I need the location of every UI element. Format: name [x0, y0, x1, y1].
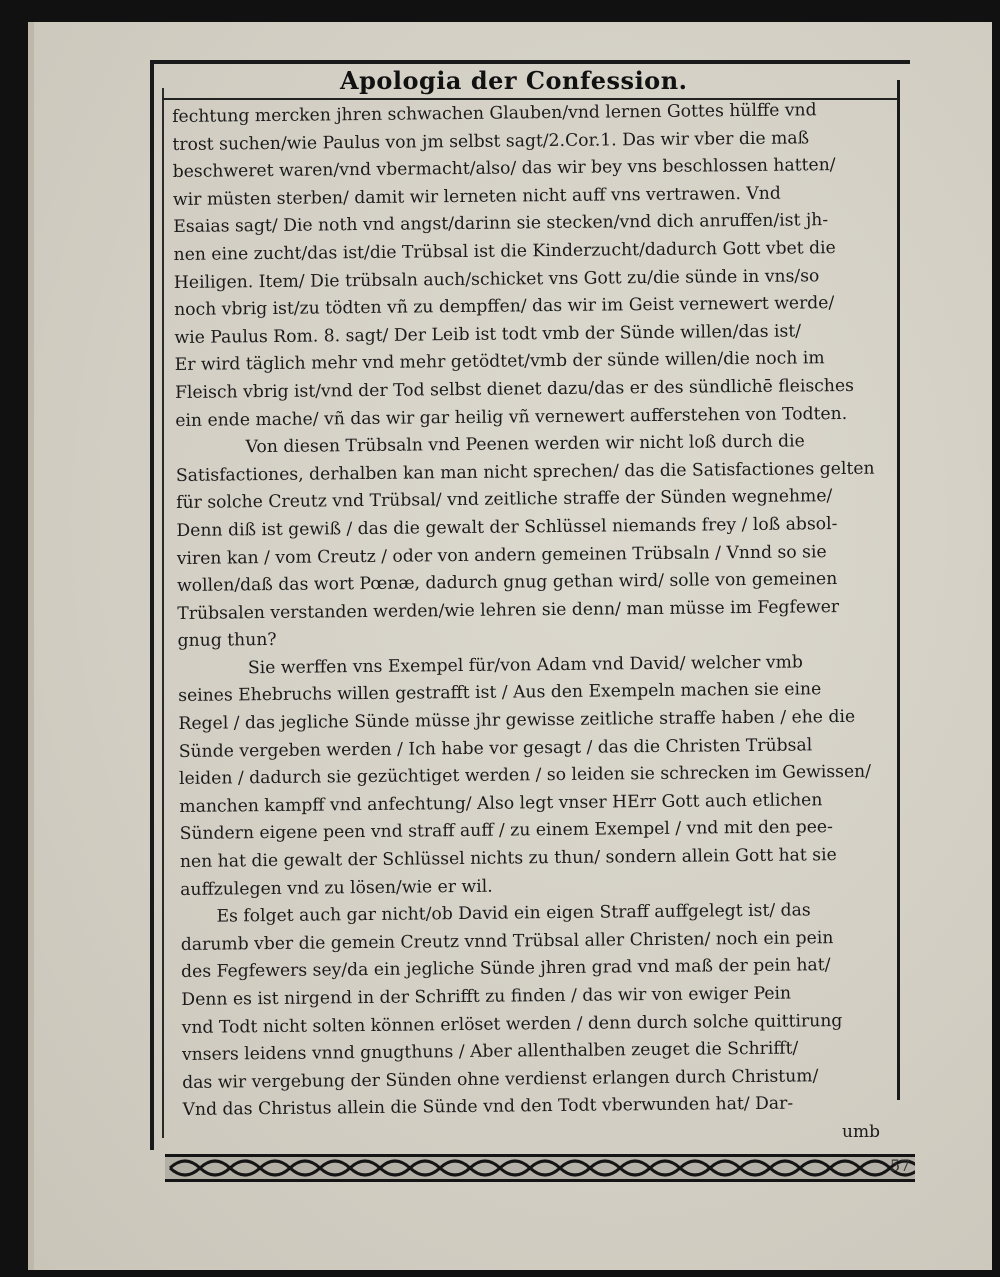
text-line: Sünde vergeben werden / Ich habe vor gesagt / das die Christen Trübsal — [178, 734, 813, 762]
text-line: vnsers leidens vnnd gnugthuns / Aber allenthalben zeuget die Schrifft/ — [181, 1038, 799, 1066]
text-line: auffzulegen vnd zu lösen/wie er wil. — [180, 876, 493, 900]
text-line: nen eine zucht/das ist/die Trübsal ist die Kinderzucht/dadurch Gott vbet die — [173, 238, 836, 265]
text-line: wie Paulus Rom. 8. sagt/ Der Leib ist todt vmb der Sünde willen/das ist/ — [174, 321, 802, 348]
text-line: Regel / das jegliche Sünde müsse jhr gewisse zeitliche straffe haben / ehe die — [178, 706, 856, 735]
text-line: leiden / dadurch sie gezüchtiget werden / so leiden sie schrecken im Gewissen/ — [178, 761, 872, 790]
paragraph-start-line: Von diesen Trübsaln vnd Peenen werden wir nicht loß durch die — [245, 431, 805, 458]
running-header: Apologia der Confession. — [340, 66, 688, 95]
frame-left-inner-rule — [162, 88, 164, 1138]
text-line: vnd Todt nicht solten können erlöset werden / denn durch solche quittirung — [181, 1010, 843, 1038]
body-text — [172, 96, 903, 1124]
text-line: Vnd das Christus allein die Sünde vnd den Todt vberwunden hat/ Dar- — [182, 1093, 794, 1121]
text-line: fechtung mercken jhren schwachen Glauben/vnd lernen Gottes hülffe vnd — [172, 100, 817, 127]
text-line: das wir vergebung der Sünden ohne verdienst erlangen durch Christum/ — [182, 1066, 819, 1093]
text-line: seines Ehebruchs willen gestrafft ist / Aus den Exempeln machen sie eine — [178, 679, 822, 707]
text-line: des Fegfewers sey/da ein jegliche Sünde jhren grad vnd maß der pein hat/ — [180, 955, 831, 983]
text-line: Fleisch vbrig ist/vnd der Tod selbst dienet dazu/das er des sündlichē fleisches — [174, 375, 855, 403]
text-line: nen hat die gewalt der Schlüssel nichts zu thun/ sondern allein Gott hat sie — [179, 845, 837, 872]
text-line: noch vbrig ist/zu tödten vñ zu dempffen/ das wir im Geist vernewert werde/ — [174, 293, 835, 321]
text-line: viren kan / vom Creutz / oder von andern gemeinen Trübsaln / Vnnd so sie — [176, 541, 827, 569]
frame-top-rule — [150, 60, 910, 64]
text-line: beschweret waren/vnd vbermacht/also/ das wir bey vns beschlossen hatten/ — [172, 155, 836, 183]
ornament-border — [165, 1150, 915, 1186]
text-line: Heiligen. Item/ Die trübsaln auch/schicket vns Gott zu/die sünde in vns/so — [173, 265, 820, 293]
text-line: Trübsalen verstanden werden/wie lehren sie denn/ man müsse im Fegfewer — [177, 596, 840, 624]
text-line: Denn diß ist gewiß / das die gewalt der Schlüssel niemands frey / loß absol- — [176, 513, 838, 541]
page-number: 57 — [890, 1156, 911, 1175]
catchword: umb — [842, 1122, 880, 1142]
text-line: Sündern eigene peen vnd straff auff / zu einem Exempel / vnd mit den pee- — [179, 817, 833, 845]
text-line: für solche Creutz vnd Trübsal/ vnd zeitliche straffe der Sünden wegnehme/ — [176, 486, 833, 514]
text-line: wollen/daß das wort Pœnæ, dadurch gnug gethan wird/ solle von gemeinen — [176, 569, 838, 597]
text-line: manchen kampff vnd anfechtung/ Also legt vnser HErr Gott auch etlichen — [179, 790, 823, 817]
text-line: Satisfactiones, derhalben kan man nicht sprechen/ das die Satisfactiones gelten — [175, 458, 875, 486]
text-line: darumb vber die gemein Creutz vnnd Trübsal aller Christen/ noch ein pein — [180, 927, 834, 955]
paragraph-start-line: Es folget auch gar nicht/ob David ein eigen Straff auffgelegt ist/ das — [216, 900, 811, 927]
text-line: ein ende mache/ vñ das wir gar heilig vñ vernewert aufferstehen von Todten. — [175, 403, 848, 431]
text-line: gnug thun? — [177, 630, 277, 652]
frame-left-rule — [150, 60, 154, 1150]
text-line: Denn es ist nirgend in der Schrifft zu finden / das wir von ewiger Pein — [181, 983, 792, 1010]
text-line: wir müsten sterben/ damit wir lerneten nicht auff vns vertrawen. Vnd — [172, 183, 781, 210]
text-line: Esaias sagt/ Die noth vnd angst/darinn sie stecken/vnd dich anruffen/ist jh- — [173, 210, 829, 238]
text-line: trost suchen/wie Paulus von jm selbst sagt/2.Cor.1. Das wir vber die maß — [172, 127, 810, 155]
paragraph-start-line: Sie werffen vns Exempel für/von Adam vnd David/ welcher vmb — [247, 652, 803, 679]
text-line: Er wird täglich mehr vnd mehr getödtet/vmb der sünde willen/die noch im — [174, 348, 825, 376]
